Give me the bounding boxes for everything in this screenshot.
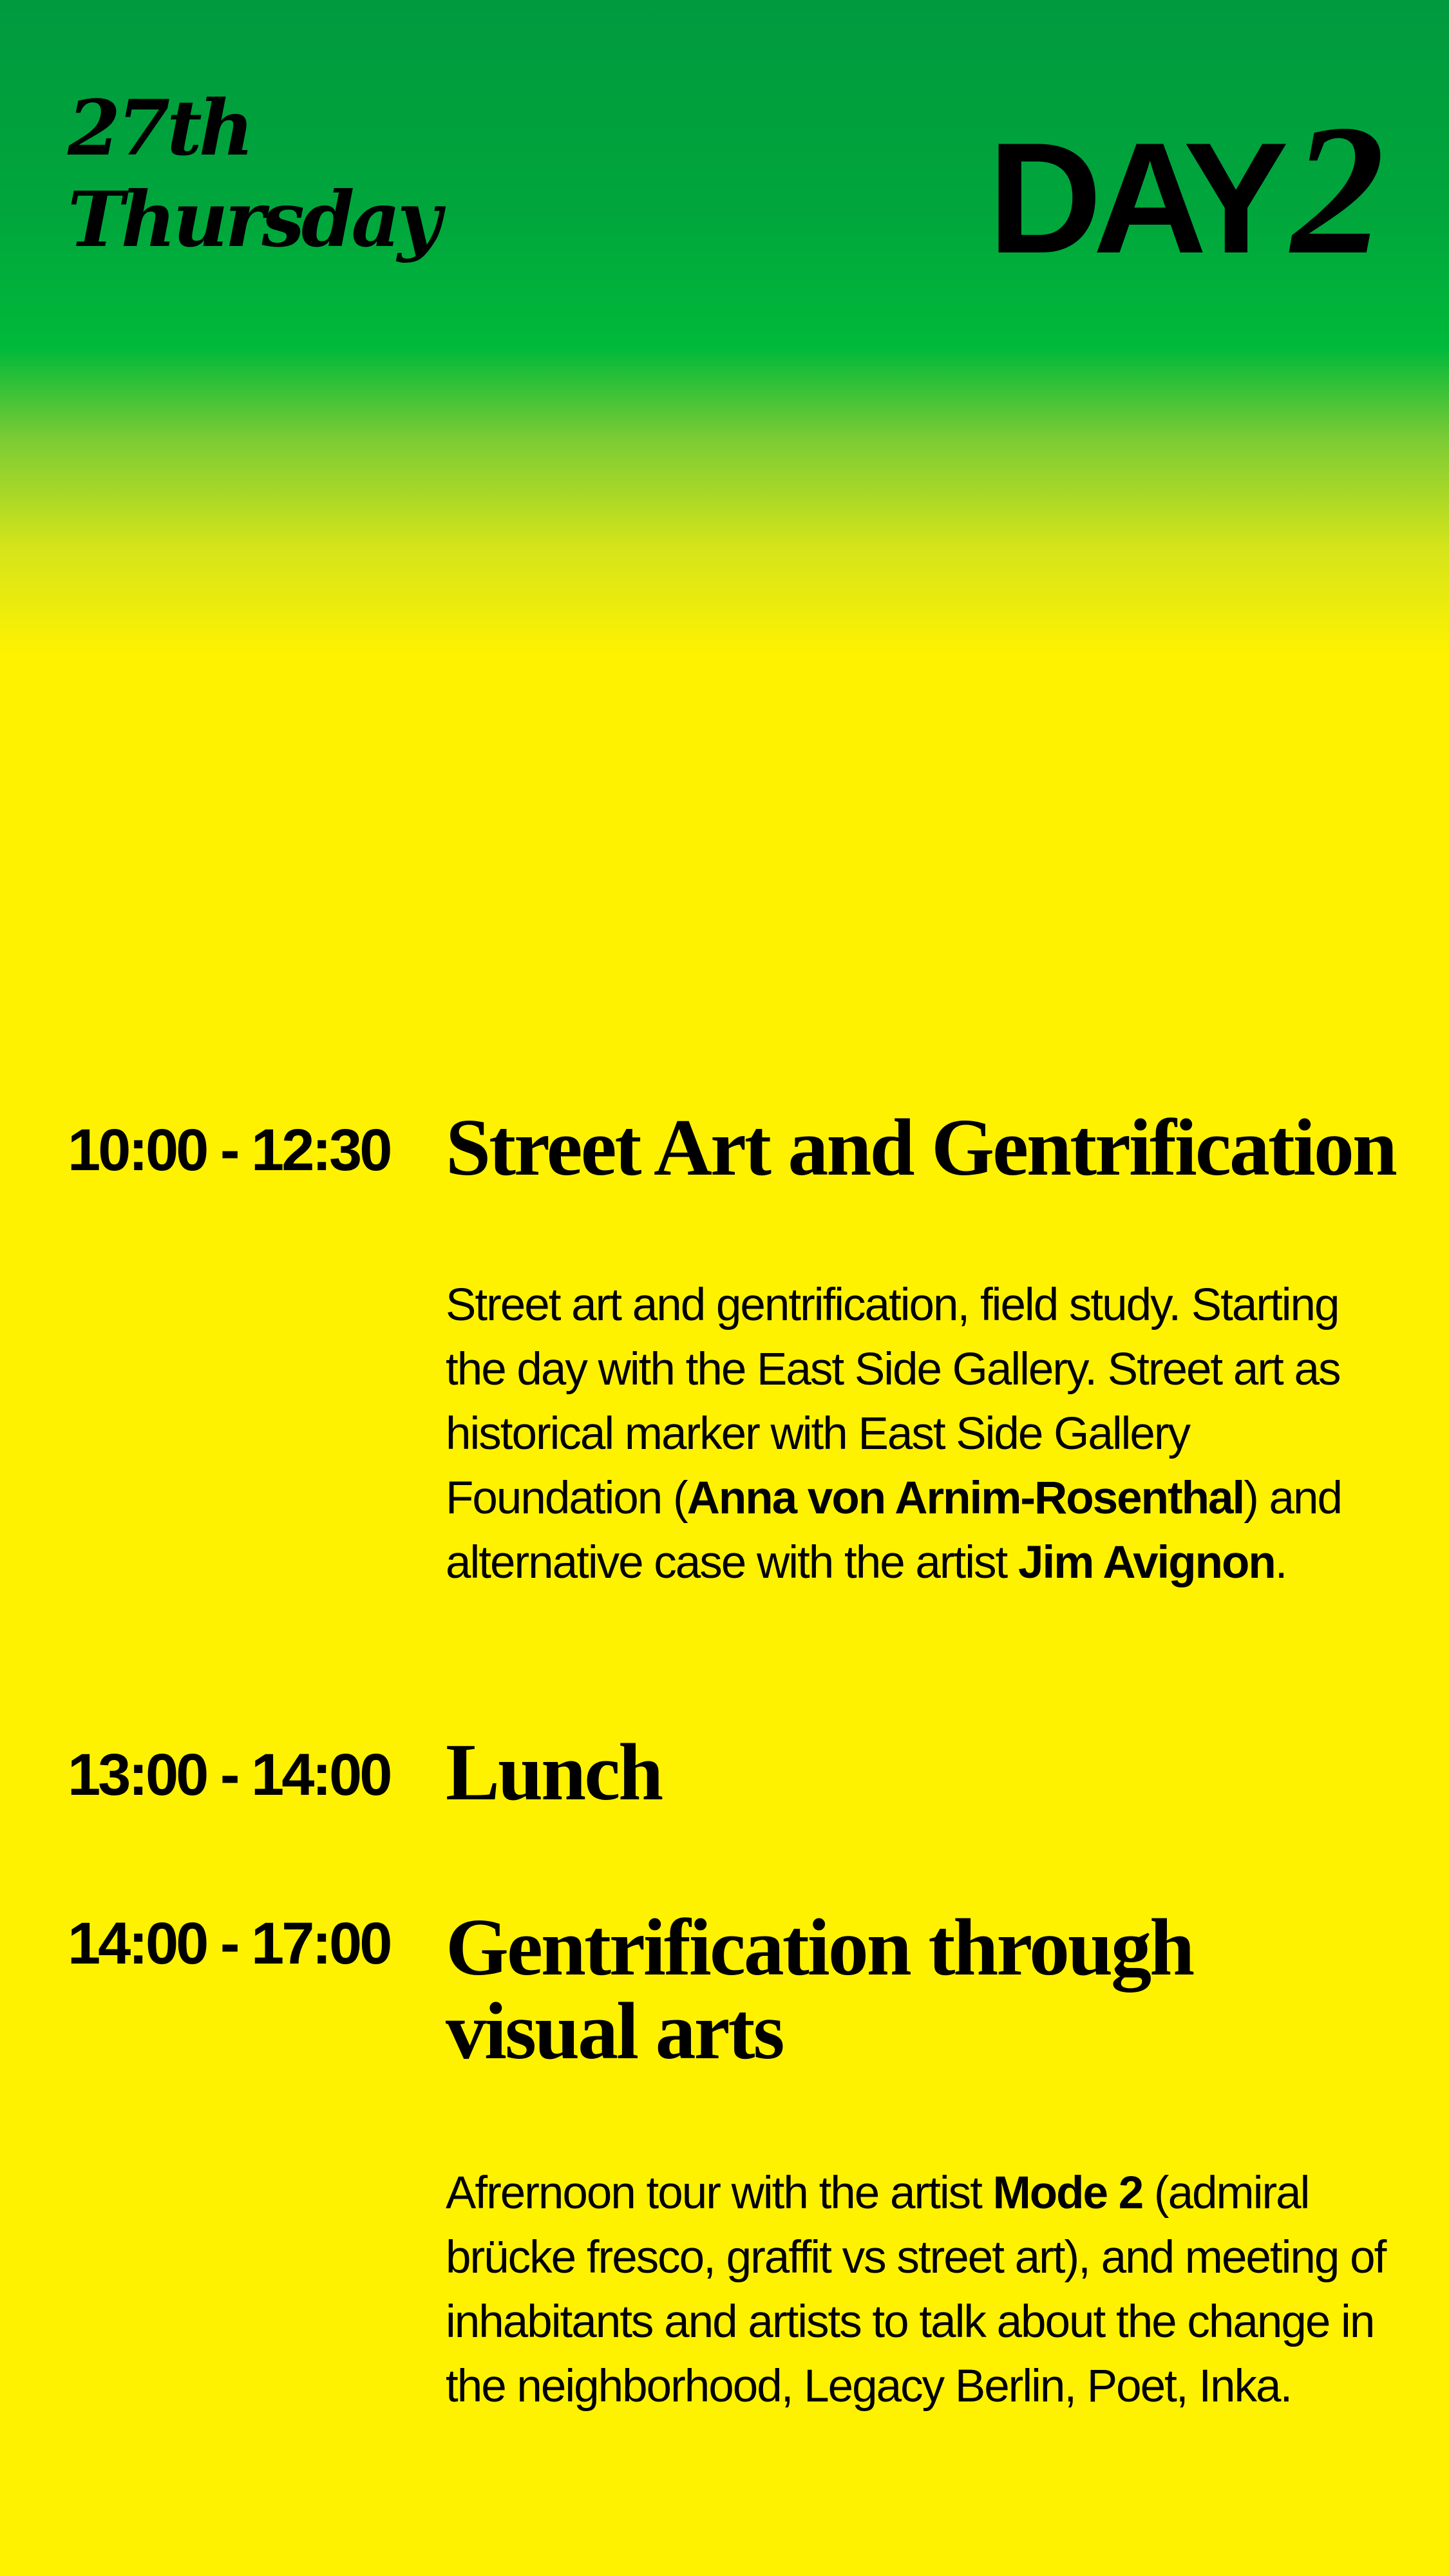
session-2-time: 13:00 - 14:00 [68,1742,390,1808]
session-3-desc-artist: Mode 2 [992,2168,1143,2219]
session-1-title: Street Art and Gentrification [446,1103,1396,1193]
session-3-desc-text-2: (admiral brücke fresco, graffit vs street art), and meeting of inhabitants and artists to talk about the change in the neighborhood, Legacy Berlin, Poet, Inka. [446,2168,1386,2412]
session-1-time: 10:00 - 12:30 [68,1117,390,1183]
session-3-description [446,2161,1399,2419]
session-1-desc-text-3: . [1274,1537,1287,1588]
day-label: DAY [988,109,1280,286]
session-3-time: 14:00 - 17:00 [68,1911,390,1976]
session-1-desc-text-2: ) and alternative case with the artist [446,1473,1342,1588]
day-number: 2 [1291,86,1385,293]
session-1-desc-text-1: Street art and gentrification, field study. Starting the day with the East Side Gallery. Street art as historical marker with East Side Gallery Foundation ( [446,1280,1340,1524]
session-1-desc-speaker: Anna von Arnim-Rosenthal [687,1473,1244,1524]
session-2-title: Lunch [446,1728,662,1817]
day-title [988,86,1385,293]
session-3-desc-text-1: Afrernoon tour with the artist [446,2168,993,2219]
event-date [68,82,439,265]
session-1-description [446,1273,1399,1595]
session-3-title: Gentrification through visual arts [446,1903,1193,2076]
date-day-of-month: 27th [68,83,251,173]
date-weekday: Thursday [68,175,439,264]
session-1-desc-artist: Jim Avignon [1018,1537,1275,1588]
